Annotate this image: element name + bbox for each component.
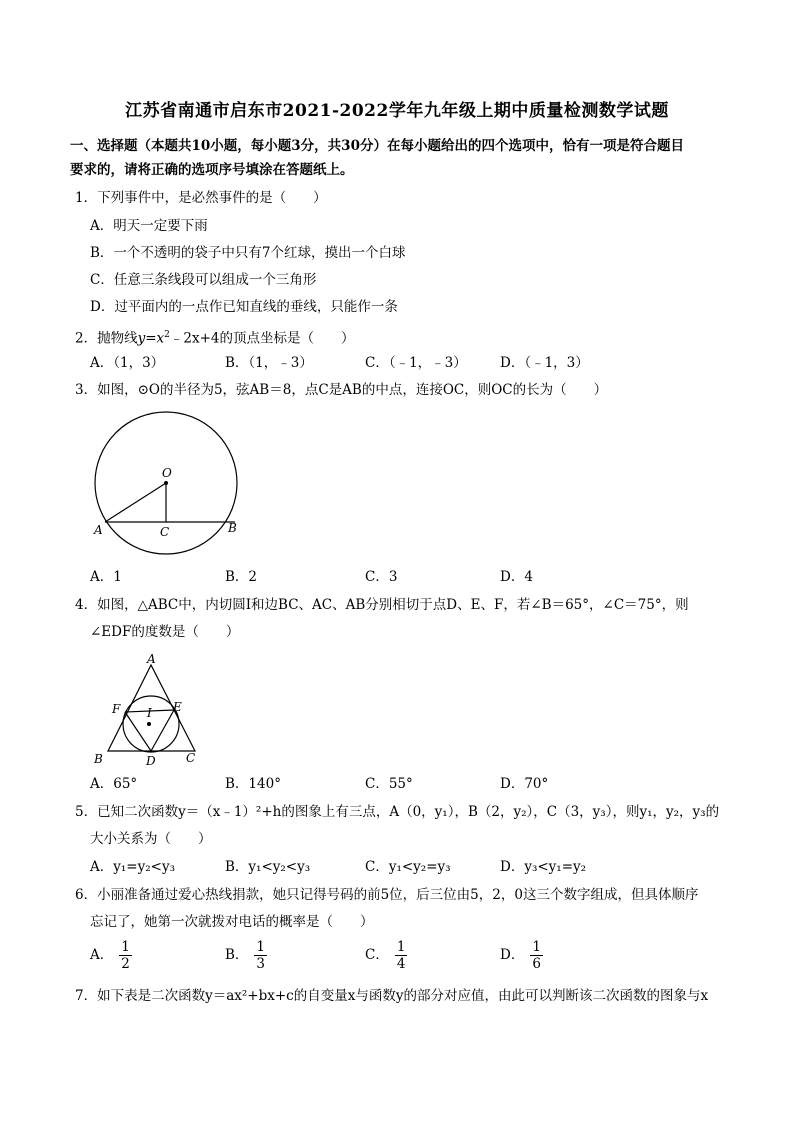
q2-stem-pre: 2．抛物线 xyxy=(75,330,138,347)
q6-option-c-label: C． xyxy=(365,947,389,963)
q4-label-b: B xyxy=(94,752,103,766)
q7-stem: 7．如下表是二次函数y＝ax²+bx+c的自变量x与函数y的部分对应值，由此可以判断该二次函数的图象与x xyxy=(75,988,709,1004)
q2-stem-y: y xyxy=(137,330,146,347)
q6-stem-line-1: 6．小丽准备通过爱心热线捐款，她只记得号码的前5位，后三位由5，2，0这三个数字组成，但具体顺序 xyxy=(75,887,699,903)
q6-option-c-numerator: 1 xyxy=(396,939,406,955)
q4-option-a: A．65° xyxy=(90,776,138,792)
q3-label-o: O xyxy=(162,466,172,480)
q3-circle-figure xyxy=(88,410,250,562)
q4-label-i: I xyxy=(147,706,152,720)
q6-option-b xyxy=(225,939,267,972)
q2-stem-x: x xyxy=(156,330,165,347)
q2-option-d: D．（﹣1，3） xyxy=(500,355,589,371)
q5-stem-line-1: 5．已知二次函数y＝（x﹣1）²+h的图象上有三点，A（0，y₁），B（2，y₂），C（3，y₃），则y₁，y₂，y₃的 xyxy=(75,804,720,820)
q3-option-b: B．2 xyxy=(225,569,258,585)
q3-label-b: B xyxy=(228,521,237,535)
q2-stem-eq: = xyxy=(145,330,157,347)
q4-label-a: A xyxy=(147,652,156,666)
q6-option-c-fraction xyxy=(395,939,408,972)
q5-option-a: A．y₁=y₂<y₃ xyxy=(90,859,175,875)
q6-option-b-fraction xyxy=(254,939,267,972)
q6-option-a xyxy=(90,939,132,972)
q3-center-dot xyxy=(164,481,168,485)
q4-stem-line-2: ∠EDF的度数是（ ） xyxy=(90,624,240,640)
q3-label-c: C xyxy=(160,525,170,539)
q6-option-b-denominator: 3 xyxy=(256,956,266,972)
q4-label-f: F xyxy=(112,702,121,716)
q4-triangle-figure xyxy=(88,648,203,770)
q3-option-a: A．1 xyxy=(90,569,122,585)
q6-option-a-denominator: 2 xyxy=(121,956,130,972)
q4-option-c: C．55° xyxy=(365,776,413,792)
q6-option-a-fraction xyxy=(119,939,132,972)
section-instructions xyxy=(70,134,730,182)
q4-stem-line-1: 4．如图，△ABC中，内切圆I和边BC、AC、AB分别相切于点D、E、F，若∠B＝65°，∠C＝75°，则 xyxy=(75,597,689,613)
q6-option-d-fraction xyxy=(530,939,543,972)
q6-option-d xyxy=(500,939,543,972)
q4-label-e: E xyxy=(173,700,182,714)
q5-stem-line-2: 大小关系为（ ） xyxy=(90,831,212,847)
q2-stem-rest: ﹣2x+4 xyxy=(169,330,220,347)
q3-segment-oa xyxy=(105,483,166,522)
q5-option-c: C．y₁<y₂=y₃ xyxy=(365,859,451,875)
page-title: 江苏省南通市启东市2021-2022学年九年级上期中质量检测数学试题 xyxy=(125,101,669,121)
q1-option-b: B．一个不透明的袋子中只有7个红球，摸出一个白球 xyxy=(90,245,406,261)
q3-stem: 3．如图，⊙O的半径为5，弦AB＝8，点C是AB的中点，连接OC，则OC的长为（ ） xyxy=(75,382,608,398)
section-line-1: 一、选择题（本题共10小题，每小题3分，共30分）在每小题给出的四个选项中，恰有一项是符合题目 xyxy=(70,138,684,154)
q4-option-d: D．70° xyxy=(500,776,549,792)
q1-stem: 1．下列事件中，是必然事件的是（ ） xyxy=(75,190,327,206)
q1-option-d: D．过平面内的一点作已知直线的垂线，只能作一条 xyxy=(90,299,398,315)
q2-stem-post: 的顶点坐标是（ ） xyxy=(219,330,355,347)
q4-incenter-dot xyxy=(147,722,151,726)
q6-option-c xyxy=(365,939,407,972)
q6-option-b-label: B． xyxy=(225,947,249,963)
section-line-2: 要求的，请将正确的选项序号填涂在答题纸上。 xyxy=(70,162,354,178)
q4-label-d: D xyxy=(146,754,156,768)
q6-option-c-denominator: 4 xyxy=(396,956,406,972)
q6-option-d-label: D． xyxy=(500,947,525,963)
q1-option-c: C．任意三条线段可以组成一个三角形 xyxy=(90,272,317,288)
q4-option-b: B．140° xyxy=(225,776,281,792)
q2-stem-sup: 2 xyxy=(164,330,170,340)
q6-option-d-numerator: 1 xyxy=(532,939,541,955)
q6-stem-line-2: 忘记了，她第一次就拨对电话的概率是（ ） xyxy=(90,914,374,930)
q2-stem xyxy=(75,325,355,349)
q3-label-a: A xyxy=(94,523,103,537)
q3-option-c: C．3 xyxy=(365,569,398,585)
q6-option-b-numerator: 1 xyxy=(256,939,266,955)
q4-label-c: C xyxy=(186,751,196,765)
q5-option-b: B．y₁<y₂<y₃ xyxy=(225,859,311,875)
q1-option-a: A．明天一定要下雨 xyxy=(90,218,208,234)
q2-option-a: A．（1，3） xyxy=(90,355,165,371)
q3-option-d: D．4 xyxy=(500,569,533,585)
q6-option-a-numerator: 1 xyxy=(121,939,130,955)
q6-option-d-denominator: 6 xyxy=(532,956,541,972)
q5-option-d: D．y₃<y₁=y₂ xyxy=(500,859,587,875)
q6-option-a-label: A． xyxy=(90,947,114,963)
q2-option-b: B．（1，﹣3） xyxy=(225,355,313,371)
q2-option-c: C．（﹣1，﹣3） xyxy=(365,355,467,371)
